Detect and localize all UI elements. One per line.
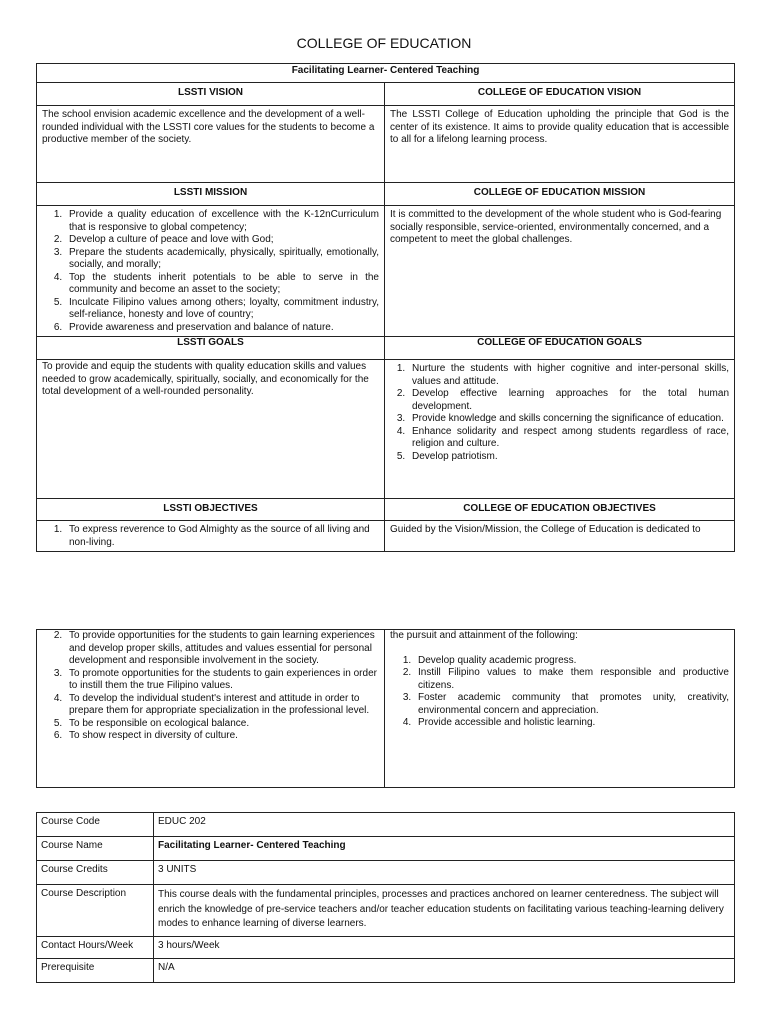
lssti-goals-header: LSSTI GOALS — [37, 337, 385, 360]
coe-mission-text: It is committed to the development of the whole student who is God-fearing socially responsible, service-oriented, environmentally concerned, and a competent to meet the global challenges. — [385, 206, 735, 337]
list-item: 5. Develop patriotism. — [408, 451, 729, 464]
list-item: 2. Develop a culture of peace and love with God; — [65, 234, 379, 247]
coe-objectives-header: COLLEGE OF EDUCATION OBJECTIVES — [385, 499, 735, 521]
coe-vision-text: The LSSTI College of Education upholding the principle that God is the center of its existence. It aims to provide quality education that is accessible to all for a lifelong learning process. — [385, 106, 735, 183]
course-description-label: Course Description — [37, 885, 154, 937]
coe-goals-header: COLLEGE OF EDUCATION GOALS — [385, 337, 735, 360]
course-info-table — [36, 812, 735, 983]
contact-hours-value: 3 hours/Week — [154, 937, 735, 959]
list-item: 4. Top the students inherit potentials to be able to serve in the community and become an asset to the society; — [65, 272, 379, 297]
course-credits-value: 3 UNITS — [154, 861, 735, 885]
list-item: 4. Enhance solidarity and respect among students regardless of race, religion and culture. — [408, 426, 729, 451]
coe-goals-list — [385, 360, 735, 499]
coe-mission-header: COLLEGE OF EDUCATION MISSION — [385, 183, 735, 206]
course-code-value: EDUC 202 — [154, 813, 735, 837]
list-item: 5. To be responsible on ecological balance. — [65, 718, 379, 731]
lssti-vision-header: LSSTI VISION — [37, 83, 385, 106]
list-item: 3. Provide knowledge and skills concerning the significance of education. — [408, 413, 729, 426]
lssti-objectives-list — [37, 521, 385, 552]
prerequisite-label: Prerequisite — [37, 959, 154, 983]
objectives-intro: the pursuit and attainment of the following: — [390, 630, 578, 641]
lssti-mission-header: LSSTI MISSION — [37, 183, 385, 206]
objectives-continued-table — [36, 629, 735, 788]
page-title: COLLEGE OF EDUCATION — [296, 35, 472, 51]
course-code-label: Course Code — [37, 813, 154, 837]
list-item: 3. Foster academic community that promotes unity, creativity, environmental concern and appreciation. — [414, 692, 729, 717]
list-item: 1. Nurture the students with higher cognitive and inter-personal skills, values and attitude. — [408, 363, 729, 388]
course-credits-label: Course Credits — [37, 861, 154, 885]
list-item: 4. To develop the individual student's interest and attitude in order to prepare them for appropriate specialization in the professional level. — [65, 693, 379, 718]
contact-hours-label: Contact Hours/Week — [37, 937, 154, 959]
coe-objectives-list-cont — [385, 630, 735, 788]
list-item: 5. Inculcate Filipino values among others; loyalty, commitment industry, self-reliance, honesty and love of country; — [65, 297, 379, 322]
course-description-value: This course deals with the fundamental principles, processes and practices anchored on learner centeredness. The subject will enrich the knowledge of pre-service teachers and/or teacher education students on facilitating various teaching-learning delivery modes to enhance learning of diverse learners. — [154, 885, 735, 937]
lssti-mission-list — [37, 206, 385, 337]
prerequisite-value: N/A — [154, 959, 735, 983]
list-item: 3. To promote opportunities for the students to gain experiences in order to instill them the true Filipino values. — [65, 668, 379, 693]
lssti-goals-text: To provide and equip the students with quality education skills and values needed to grow academically, spiritually, socially, and economically for the total development of a well-rounded personality. — [37, 360, 385, 499]
list-item: 1. Develop quality academic progress. — [414, 655, 729, 668]
list-item: 1. To express reverence to God Almighty as the source of all living and non-living. — [65, 524, 379, 549]
course-name-value: Facilitating Learner- Centered Teaching — [154, 837, 735, 861]
list-item: 2. Instill Filipino values to make them responsible and productive citizens. — [414, 667, 729, 692]
coe-objectives-text: Guided by the Vision/Mission, the College of Education is dedicated to — [385, 521, 735, 552]
list-item: 6. Provide awareness and preservation and balance of nature. — [65, 322, 379, 335]
coe-vision-header: COLLEGE OF EDUCATION VISION — [385, 83, 735, 106]
lssti-objectives-header: LSSTI OBJECTIVES — [37, 499, 385, 521]
list-item: 2. To provide opportunities for the students to gain learning experiences and develop proper skills, attitudes and values essential for personal development and responsible involvement in the society. — [65, 630, 379, 668]
list-item: 4. Provide accessible and holistic learning. — [414, 717, 729, 730]
lssti-objectives-list-cont — [37, 630, 385, 788]
list-item: 3. Prepare the students academically, physically, spiritually, emotionally, socially, and morally; — [65, 247, 379, 272]
list-item: 1. Provide a quality education of excellence with the K-12nCurriculum that is responsive to global competency; — [65, 209, 379, 234]
vision-mission-table — [36, 63, 735, 552]
list-item: 2. Develop effective learning approaches for the total human development. — [408, 388, 729, 413]
table-title: Facilitating Learner- Centered Teaching — [37, 64, 735, 83]
list-item: 6. To show respect in diversity of culture. — [65, 730, 379, 743]
lssti-vision-text: The school envision academic excellence and the development of a well-rounded individual with the LSSTI core values for the students to become a productive member of the society. — [37, 106, 385, 183]
course-name-label: Course Name — [37, 837, 154, 861]
